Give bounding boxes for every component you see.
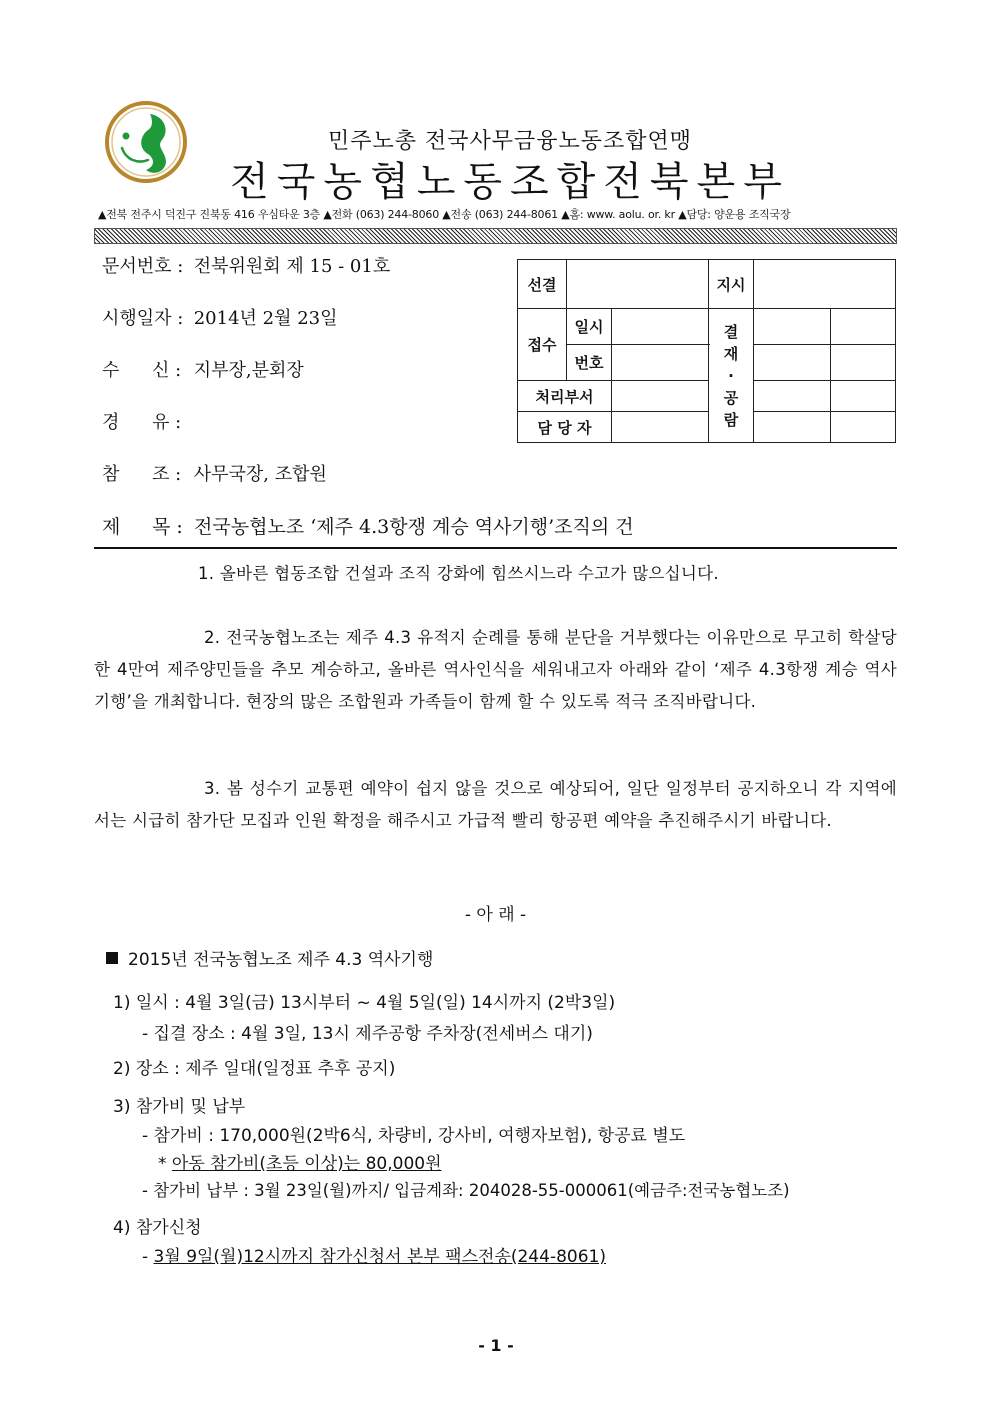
reference: 사무국장, 조합원 — [193, 464, 327, 485]
contact-line: ▲전북 전주시 덕진구 진북동 416 우심타운 3층 ▲전화 (063) 244-8060 ▲전송 (063) 244-8061 ▲홈: www. aolu. or. kr ▲담당: 양운용 조직국장 — [98, 208, 791, 221]
issue-date: 2014년 2월 23일 — [193, 308, 338, 329]
beonho-field[interactable] — [612, 345, 709, 381]
jeopsu-label: 접수 — [518, 309, 567, 381]
recipient-label-a: 수 — [102, 360, 120, 381]
subject-row — [102, 512, 634, 539]
header-divider — [94, 228, 897, 244]
cheoribuseo-label: 처리부서 — [518, 381, 612, 412]
item-3: 3) 참가비 및 납부 — [113, 1097, 246, 1117]
doc-number: 전북위원회 제 15 - 01호 — [193, 256, 391, 277]
seongyeol-field[interactable] — [567, 260, 709, 309]
item-2: 2) 장소 : 제주 일대(일정표 추후 공지) — [113, 1059, 396, 1079]
subject: 전국농협노조 ‘제주 4.3항쟁 계승 역사기행’조직의 건 — [194, 516, 634, 538]
square-bullet-icon — [106, 952, 118, 964]
seongyeol-label: 선결 — [518, 260, 567, 309]
reference-row — [102, 460, 327, 486]
section-title: 2015년 전국농협노조 제주 4.3 역사기행 — [128, 950, 434, 970]
date-row — [102, 304, 338, 330]
page-number: - 1 - — [478, 1336, 514, 1355]
approval-table — [517, 259, 896, 443]
reference-label-b: 조 : — [152, 464, 182, 485]
section-title-row — [106, 945, 433, 970]
gyeolje-cell-1a[interactable] — [754, 309, 831, 345]
item-3b-row — [158, 1149, 442, 1174]
gyeolje-label: 결 재 · 공 람 — [709, 309, 754, 443]
gyeolje-cell-4a[interactable] — [754, 412, 831, 443]
gyeolje-cell-3a[interactable] — [754, 381, 831, 412]
item-3b: 아동 참가비(초등 이상)는 80,000원 — [171, 1154, 442, 1174]
paragraph-2: 2. 전국농협노조는 제주 4.3 유적지 순례를 통해 분단을 거부했다는 이유만으로 무고히 학살당한 4만여 제주양민들을 추모 계승하고, 올바른 역사인식을 세워내고자 아래와 같이 ‘제주 4.3항쟁 계승 역사기행’을 개최합니다. 현장의 많은 조합원과 가족들이 함께 할 수 있도록 적극 조직바랍니다. — [94, 628, 897, 711]
doc-number-row — [102, 252, 390, 278]
ilsi-label: 일시 — [567, 309, 612, 345]
gyeolje-cell-1b[interactable] — [831, 309, 896, 345]
damdangja-label: 담 당 자 — [518, 412, 612, 443]
cheoribuseo-field[interactable] — [612, 381, 709, 412]
item-4a-row — [142, 1242, 606, 1267]
subject-label-a: 제 — [102, 516, 121, 538]
via-label-a: 경 — [102, 412, 120, 433]
union-logo — [104, 100, 188, 184]
ilsi-field[interactable] — [612, 309, 709, 345]
arae-heading: - 아 래 - — [464, 905, 527, 925]
item-4a: 3월 9일(월)12시까지 참가신청서 본부 팩스전송(244-8061) — [153, 1247, 606, 1267]
federation-name: 민주노총 전국사무금융노동조합연맹 — [327, 129, 693, 154]
damdangja-field[interactable] — [612, 412, 709, 443]
via-row — [102, 408, 188, 434]
recipient-row — [102, 356, 304, 382]
item-3a: - 참가비 : 170,000원(2박6식, 차량비, 강사비, 여행자보험), 항공료 별도 — [142, 1126, 686, 1146]
jisi-label: 지시 — [709, 260, 754, 309]
recipient-label-b: 신 : — [152, 360, 182, 381]
beonho-label: 번호 — [567, 345, 612, 381]
item-4: 4) 참가신청 — [113, 1218, 202, 1238]
subject-label-b: 목 : — [152, 516, 183, 538]
item-1a: - 집결 장소 : 4월 3일, 13시 제주공항 주차장(전세버스 대기) — [142, 1024, 593, 1044]
gyeolje-cell-3b[interactable] — [831, 381, 896, 412]
reference-label-a: 참 — [102, 464, 120, 485]
via-label-b: 유 : — [152, 412, 182, 433]
doc-number-label: 문서번호 : — [102, 256, 184, 277]
subject-divider — [94, 547, 897, 549]
recipient: 지부장,분회장 — [193, 360, 304, 381]
item-3c: - 참가비 납부 : 3월 23일(월)까지/ 입금계좌: 204028-55-000061(예금주:전국농협노조) — [142, 1181, 790, 1200]
jisi-field[interactable] — [754, 260, 896, 309]
item-3b-star: * — [158, 1154, 172, 1174]
item-1: 1) 일시 : 4월 3일(금) 13시부터 ~ 4월 5일(일) 14시까지 (2박3일) — [113, 993, 616, 1013]
paragraph-1: 1. 올바른 협동조합 건설과 조직 강화에 힘쓰시느라 수고가 많으십니다. — [198, 564, 719, 583]
organization-title: 전국농협노동조합전북본부 — [230, 159, 790, 205]
item-4a-dash: - — [142, 1247, 154, 1267]
date-label: 시행일자 : — [102, 308, 184, 329]
paragraph-3: 3. 봄 성수기 교통편 예약이 쉽지 않을 것으로 예상되어, 일단 일정부터 공지하오니 각 지역에서는 시급히 참가단 모집과 인원 확정을 해주시고 가급적 빨리 항공편 예약을 추진해주시기 바랍니다. — [94, 779, 897, 830]
gyeolje-cell-4b[interactable] — [831, 412, 896, 443]
gyeolje-cell-2a[interactable] — [754, 345, 831, 381]
gyeolje-cell-2b[interactable] — [831, 345, 896, 381]
